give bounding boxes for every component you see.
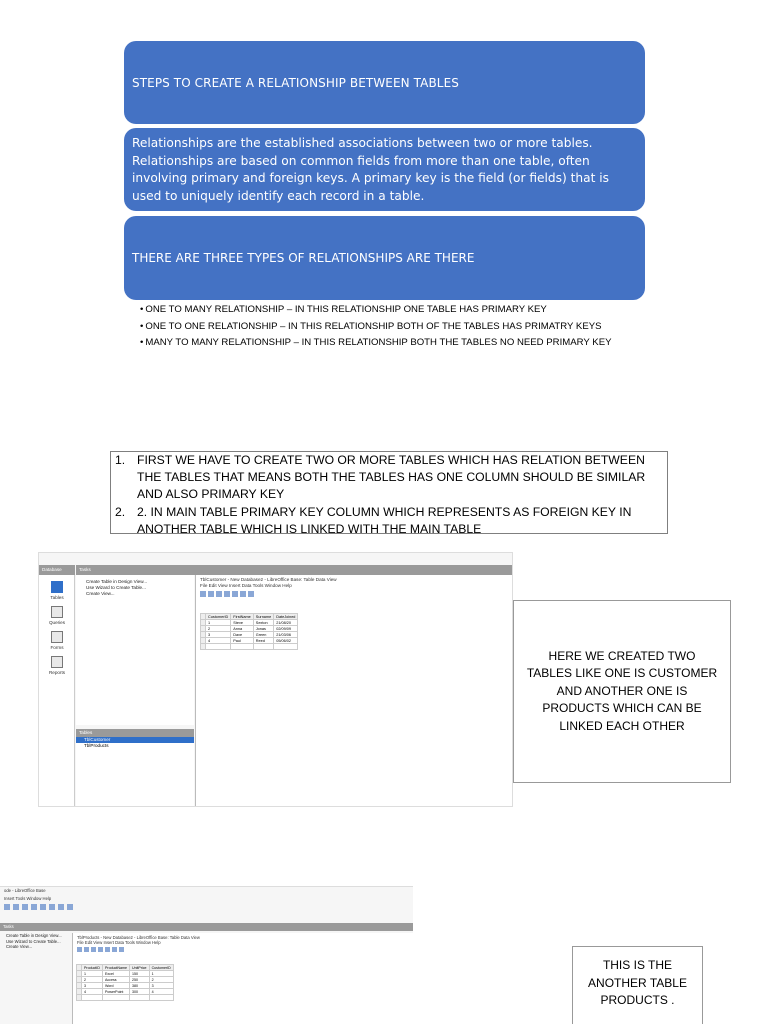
- nav-tables[interactable]: [39, 581, 75, 600]
- column-header: DateJoined: [274, 614, 298, 620]
- table-data-window: [72, 933, 413, 1024]
- table-data-window: [195, 575, 513, 807]
- cell[interactable]: 3: [82, 983, 103, 989]
- definition-text: Relationships are the established associations between two or more tables. Relationships are based on common fields from more than one table, often involving primary and foreign keys. A primary key is the field (or fields) that is used to uniquely identify each record in a table.: [132, 136, 609, 203]
- caption-text: HERE WE CREATED TWO TABLES LIKE ONE IS CUSTOMER AND ANOTHER ONE IS PRODUCTS WHICH CAN BE LINKED EACH OTHER: [526, 648, 718, 733]
- steps-box: [110, 451, 668, 534]
- form-icon[interactable]: [67, 904, 73, 910]
- caption-box-1: [513, 600, 731, 783]
- cell[interactable]: 4: [206, 638, 231, 644]
- paste-icon[interactable]: [105, 947, 110, 952]
- tables-icon: [51, 581, 63, 593]
- cell[interactable]: [102, 995, 129, 1001]
- cell[interactable]: [149, 995, 173, 1001]
- database-nav: [39, 575, 75, 807]
- table-item[interactable]: TblCustomer: [76, 737, 194, 743]
- forms-icon: [51, 631, 63, 643]
- tasks-header: Tasks: [76, 565, 513, 575]
- nav-label: Queries: [48, 620, 66, 625]
- column-header: CustomerID: [206, 614, 231, 620]
- edit-icon[interactable]: [208, 591, 214, 597]
- cell[interactable]: 1: [82, 971, 103, 977]
- tasks-panel: [76, 575, 194, 725]
- cell[interactable]: Word: [102, 983, 129, 989]
- save-icon[interactable]: [200, 591, 206, 597]
- cut-icon[interactable]: [91, 947, 96, 952]
- help-icon[interactable]: [49, 904, 55, 910]
- queries-icon: [51, 606, 63, 618]
- tables-header: Tables: [76, 729, 194, 737]
- products-table-screenshot: [0, 886, 413, 1024]
- heading-text: STEPS TO CREATE A RELATIONSHIP BETWEEN TABLES: [132, 75, 459, 90]
- cell[interactable]: 1: [149, 971, 173, 977]
- column-header: ProductID: [82, 965, 103, 971]
- cell[interactable]: [129, 995, 149, 1001]
- cell[interactable]: 21/08/20: [274, 620, 298, 626]
- filter-icon[interactable]: [119, 947, 124, 952]
- cell[interactable]: [82, 995, 103, 1001]
- tables-panel: [76, 729, 194, 807]
- cell[interactable]: Access: [102, 977, 129, 983]
- cell[interactable]: 4: [149, 989, 173, 995]
- cell[interactable]: [206, 644, 231, 650]
- column-header: UnitPrice: [129, 965, 149, 971]
- list-item: • ONE TO MANY RELATIONSHIP – IN THIS RELATIONSHIP ONE TABLE HAS PRIMARY KEY: [140, 302, 612, 319]
- nav-queries[interactable]: [39, 606, 75, 625]
- tasks-header: Tasks: [0, 923, 413, 931]
- cell[interactable]: Green: [253, 632, 273, 638]
- copy-icon[interactable]: [13, 904, 19, 910]
- cell[interactable]: 02/09/09: [274, 626, 298, 632]
- new-icon[interactable]: [4, 904, 10, 910]
- cell[interactable]: Paul: [231, 638, 254, 644]
- window-title: TblCustomer - New Database2 - LibreOffice Base: Table Data View: [200, 577, 337, 582]
- caption-text: THIS IS THE ANOTHER TABLE PRODUCTS .: [588, 958, 687, 1007]
- cell[interactable]: 2: [82, 977, 103, 983]
- types-heading-text: THERE ARE THREE TYPES OF RELATIONSHIPS ARE THERE: [132, 251, 475, 265]
- paste-icon[interactable]: [22, 904, 28, 910]
- cell[interactable]: 1: [206, 620, 231, 626]
- cell[interactable]: 3: [149, 983, 173, 989]
- cell[interactable]: Dave: [231, 632, 254, 638]
- relationship-types-list: [140, 302, 612, 352]
- heading-box: [124, 41, 645, 124]
- list-item: • ONE TO ONE RELATIONSHIP – IN THIS RELATIONSHIP BOTH OF THE TABLES HAS PRIMATRY KEYS: [140, 319, 612, 336]
- task-item[interactable]: Create Table in Design View...: [86, 579, 148, 584]
- task-item[interactable]: Use Wizard to Create Table...: [6, 938, 61, 944]
- step-text: 2. IN MAIN TABLE PRIMARY KEY COLUMN WHICH REPRESENTS AS FOREIGN KEY IN ANOTHER TABLE WHICH IS LINKED WITH THE MAIN TABLE: [137, 504, 632, 536]
- customer-grid[interactable]: [200, 613, 298, 650]
- step-number: 1.: [115, 453, 126, 467]
- cell[interactable]: 3: [206, 632, 231, 638]
- steps-list: [115, 452, 663, 538]
- cell[interactable]: Excel: [102, 971, 129, 977]
- copy-icon[interactable]: [98, 947, 103, 952]
- list-item: [115, 452, 663, 504]
- step-number: 2.: [115, 504, 126, 519]
- definition-box: [124, 128, 645, 211]
- sort-icon[interactable]: [240, 591, 246, 597]
- cell[interactable]: [253, 644, 273, 650]
- cell[interactable]: 150: [129, 971, 149, 977]
- cell[interactable]: Steve: [231, 620, 254, 626]
- sort-icon[interactable]: [112, 947, 117, 952]
- products-grid[interactable]: [76, 964, 174, 1001]
- task-item[interactable]: Create View...: [6, 944, 32, 949]
- column-header: FirstName: [231, 614, 254, 620]
- task-item[interactable]: Create View...: [86, 591, 115, 596]
- filter-icon[interactable]: [40, 904, 46, 910]
- cell[interactable]: 21/03/06: [274, 632, 298, 638]
- grid-icon[interactable]: [58, 904, 64, 910]
- column-header: Surname: [253, 614, 273, 620]
- cell[interactable]: PowerPoint: [102, 989, 129, 995]
- customer-table-screenshot: [38, 552, 513, 807]
- cell[interactable]: 250: [129, 977, 149, 983]
- types-heading-box: [124, 216, 645, 300]
- cell[interactable]: 4: [82, 989, 103, 995]
- cell[interactable]: Jonas: [253, 626, 273, 632]
- edit-icon[interactable]: [84, 947, 89, 952]
- toolbar: [200, 591, 510, 601]
- filter-icon[interactable]: [248, 591, 254, 597]
- nav-reports[interactable]: [39, 656, 75, 675]
- sort-icon[interactable]: [31, 904, 37, 910]
- database-header: Database: [39, 565, 75, 575]
- nav-label: Reports: [48, 670, 66, 675]
- cell[interactable]: [274, 644, 298, 650]
- tasks-panel: [6, 933, 68, 950]
- table-row: [201, 644, 298, 650]
- toolbar: [77, 947, 409, 956]
- task-item[interactable]: Create Table in Design View...: [6, 933, 62, 938]
- task-item[interactable]: Use Wizard to Create Table...: [86, 585, 146, 590]
- reports-icon: [51, 656, 63, 668]
- menu-bar[interactable]: File Edit View Insert Data Tools Window Help: [77, 940, 161, 945]
- table-row: [77, 995, 174, 1001]
- menu-bar[interactable]: File Edit View Insert Data Tools Window Help: [200, 583, 292, 588]
- cut-icon[interactable]: [216, 591, 222, 597]
- step-text: FIRST WE HAVE TO CREATE TWO OR MORE TABLES WHICH HAS RELATION BETWEEN THE TABLES THAT MEANS BOTH THE TABLES HAS ONE COLUMN SHOULD BE SIMILAR AND ALSO PRIMARY KEY: [137, 453, 646, 502]
- cell[interactable]: Anna: [231, 626, 254, 632]
- cell[interactable]: [231, 644, 254, 650]
- cell[interactable]: 05/06/02: [274, 638, 298, 644]
- paste-icon[interactable]: [232, 591, 238, 597]
- column-header: CustomerID: [149, 965, 173, 971]
- window-title: TblProducts - New Database2 - LibreOffice Base: Table Data View: [77, 935, 200, 940]
- list-item: • MANY TO MANY RELATIONSHIP – IN THIS RELATIONSHIP BOTH THE TABLES NO NEED PRIMARY KEY: [140, 335, 612, 352]
- cell[interactable]: 2: [149, 977, 173, 983]
- cell[interactable]: Reed: [253, 638, 273, 644]
- nav-label: Tables: [50, 595, 64, 600]
- save-icon[interactable]: [77, 947, 82, 952]
- cell[interactable]: Sexton: [253, 620, 273, 626]
- table-item[interactable]: TblProducts: [84, 743, 109, 748]
- copy-icon[interactable]: [224, 591, 230, 597]
- column-header: ProductName: [102, 965, 129, 971]
- cell[interactable]: 300: [129, 989, 149, 995]
- top-menu[interactable]: Insert Tools Window Help: [4, 896, 52, 901]
- cell[interactable]: 380: [129, 983, 149, 989]
- cell[interactable]: 2: [206, 626, 231, 632]
- caption-box-2: [572, 946, 703, 1024]
- nav-forms[interactable]: [39, 631, 75, 650]
- main-toolbar: [0, 903, 413, 913]
- nav-label: Forms: [50, 645, 64, 650]
- app-title: ode - LibreOffice Base: [4, 888, 46, 893]
- list-item: [115, 504, 663, 538]
